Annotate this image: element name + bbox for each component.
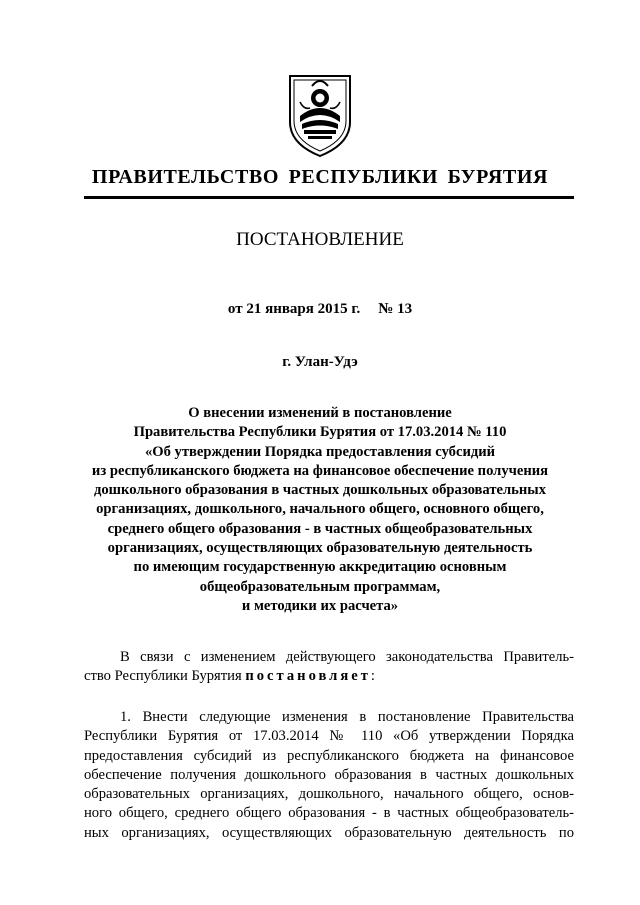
paragraph-line: предоставления субсидий из республиканского бюджета на финансовое [84,747,574,764]
paragraph-line [84,667,574,686]
title-line: О внесении изменений в постановление [188,405,452,421]
title-line: дошкольного образования в частных дошкольных образовательных [94,482,546,499]
header-divider [84,196,574,199]
document-number: № 13 [378,301,413,317]
paragraph-line: Республики Бурятия от 17.03.2014 № 110 «Об утверждении Порядка [84,728,574,745]
decree-word: постановляет [245,668,371,685]
title-line: среднего общего образования - в частных общеобразовательных [107,520,533,537]
title-line: «Об утверждении Порядка предоставления субсидий [144,443,496,460]
title-line: общеобразовательным программам, [199,578,441,595]
title-line: по имеющим государственную аккредитацию основным [133,559,507,576]
line-suffix: : [370,668,375,685]
title-line: организациях, осуществляющих образовательную деятельность [107,540,533,557]
date-number-line [0,301,640,318]
paragraph-line: ных организациях, осуществляющих образовательную деятельность по [84,824,574,841]
line-prefix: ство Республики Бурятия [84,668,246,685]
paragraph-line: 1. Внести следующие изменения в постановление Правительства [120,709,574,725]
paragraph-item-1 [84,708,574,843]
paragraph-line: образовательных организациях, дошкольного, начального общего, основ- [84,786,574,803]
paragraph-line: В связи с изменением действующего законодательства Правитель- [120,649,574,665]
title-line: организациях, дошкольного, начального общего, основного общего, [96,501,544,518]
paragraph-preamble [84,648,574,687]
paragraph-line: ного общего, среднего общего образования - в частных общеобразователь- [84,805,574,822]
title-line: из республиканского бюджета на финансовое обеспечение получения [91,462,549,479]
title-line: Правительства Республики Бурятия от 17.03.2014 № 110 [133,424,507,441]
coat-of-arms-emblem [286,72,354,158]
paragraph-line: обеспечение получения дошкольного образования в частных дошкольных [84,766,574,783]
document-type: ПОСТАНОВЛЕНИЕ [236,229,404,250]
document-city: г. Улан-Удэ [282,354,358,370]
document-title [70,404,570,616]
document-date: от 21 января 2015 г. [227,301,361,317]
organization-name: ПРАВИТЕЛЬСТВО РЕСПУБЛИКИ БУРЯТИЯ [91,166,549,188]
title-line: и методики их расчета» [241,597,399,614]
